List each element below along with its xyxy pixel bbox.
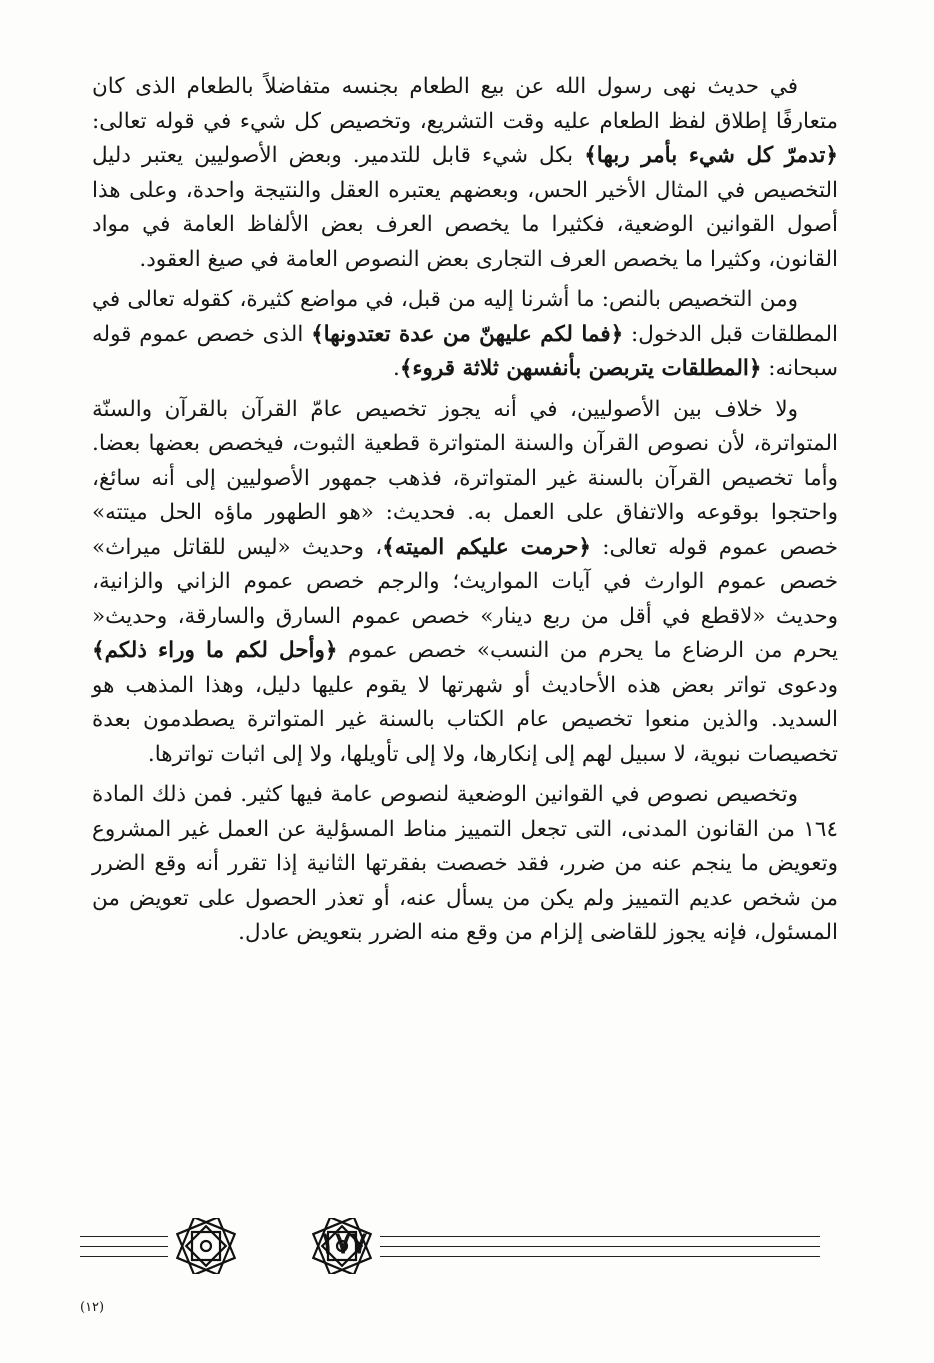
page-text xyxy=(92,70,838,957)
quran-verse: ﴿المطلقات يتربصن بأنفسهن ثلاثة قروء﴾ xyxy=(399,356,762,381)
quran-verse: ﴿فما لكم عليهنّ من عدة تعتدونها﴾ xyxy=(311,321,624,347)
ornament-star-icon xyxy=(312,1218,372,1274)
quran-verse: ﴿وأحل لكم ما وراء ذلكم﴾ xyxy=(92,638,338,663)
footer-rule xyxy=(380,1256,820,1257)
text-run: في حديث نهى رسول الله عن بيع الطعام بجنسه متفاضلاً بالطعام الذى كان متعارفًا إطلاق لفظ الطعام عليه وقت التشريع، وتخصيص كل شيء في قوله تعالى: xyxy=(92,74,838,134)
footer-rule xyxy=(380,1246,820,1247)
sheet-mark: (١٢) xyxy=(80,1300,105,1315)
footer-rule xyxy=(80,1256,168,1257)
text-run: . xyxy=(392,356,400,381)
paragraph-1 xyxy=(92,70,838,277)
text-run: ومن التخصيص بالنص: ما أشرنا إليه من قبل، في مواضع كثيرة، كقوله تعالى في المطلقات قبل الدخول: xyxy=(92,287,838,347)
footer-rule xyxy=(380,1236,820,1237)
paragraph-3 xyxy=(92,393,838,773)
text-run: ولا خلاف بين الأصوليين، في أنه يجوز تخصيص عامّ القرآن بالقرآن والسنّة المتواترة، لأن نصوص القرآن والسنة المتواترة قطعية الثبوت، فيخصص بعضها بعضا. وأما تخصيص القرآن بالسنة غير المتواترة، فذهب جمهور الأصوليين إلى أنه سائغ، واحتجوا بوقوعه والاتفاق على العمل به. فحديث: «هو الطهور ماؤه الحل ميتته» خصص عموم قوله تعالى: xyxy=(92,396,838,560)
text-run: ودعوى تواتر بعض هذه الأحاديث أو شهرتها لا يقوم عليها دليل، وهذا المذهب هو السديد. والذين منعوا تخصيص عام الكتاب بالسنة غير المتواترة يصطدمون بعدة تخصيصات نبوية، لا سبيل لهم إلى إنكارها، ولا إلى تأويلها، ولا إلى اثبات تواترها. xyxy=(92,672,838,767)
paragraph-4 xyxy=(92,778,838,951)
footer-rule xyxy=(80,1246,168,1247)
footer-rule xyxy=(80,1236,168,1237)
text-run: وتخصيص نصوص في القوانين الوضعية لنصوص عامة فيها كثير. فمن ذلك المادة ١٦٤ من القانون المدنى، التى تجعل التمييز مناط المسؤلية عن العمل غير المشروع وتعويض ما ينجم عنه من ضرر، فقد خصصت بفقرتها الثانية إذا تقرر أنه وقع الضرر من شخص عديم التمييز ولم يكن من يسأل عنه، أو تعذر الحصول على تعويض من المسئول، فإنه يجوز للقاضى إلزام من وقع منه الضرر بتعويض عادل. xyxy=(92,782,838,945)
page-footer xyxy=(80,1218,840,1278)
ornament-star-icon xyxy=(176,1218,236,1274)
quran-verse: ﴿حرمت عليكم الميته﴾ xyxy=(382,534,591,560)
text-run: الذى خصص عموم قوله سبحانه: xyxy=(92,321,838,381)
paragraph-2 xyxy=(92,283,838,387)
text-run: ، وحديث «ليس للقاتل ميراث» خصص عموم الوارث في آيات المواريث؛ والرجم خصص عموم الزاني والزانية، وحديث «لاقطع في أقل من ربع دينار» خصص عموم السارق والسارقة، وحديث« يحرم من الرضاع ما يحرم من النسب» خصص عموم xyxy=(92,534,838,663)
page-number: ١٧٧ xyxy=(318,1226,368,1261)
text-run: بكل شيء قابل للتدمير. وبعض الأصوليين يعتبر دليل التخصيص في المثال الأخير الحس، وبعضهم يعتبره العقل والنتيجة واحدة، وعلى هذا أصول القوانين الوضعية، فكثيرا ما يخصص العرف بعض الألفاظ العامة في مواد القانون، وكثيرا ما يخصص العرف التجارى بعض النصوص العامة في صيغ العقود. xyxy=(92,143,838,272)
quran-verse: ﴿تدمرّ كل شيء بأمر ربها﴾ xyxy=(584,143,838,168)
